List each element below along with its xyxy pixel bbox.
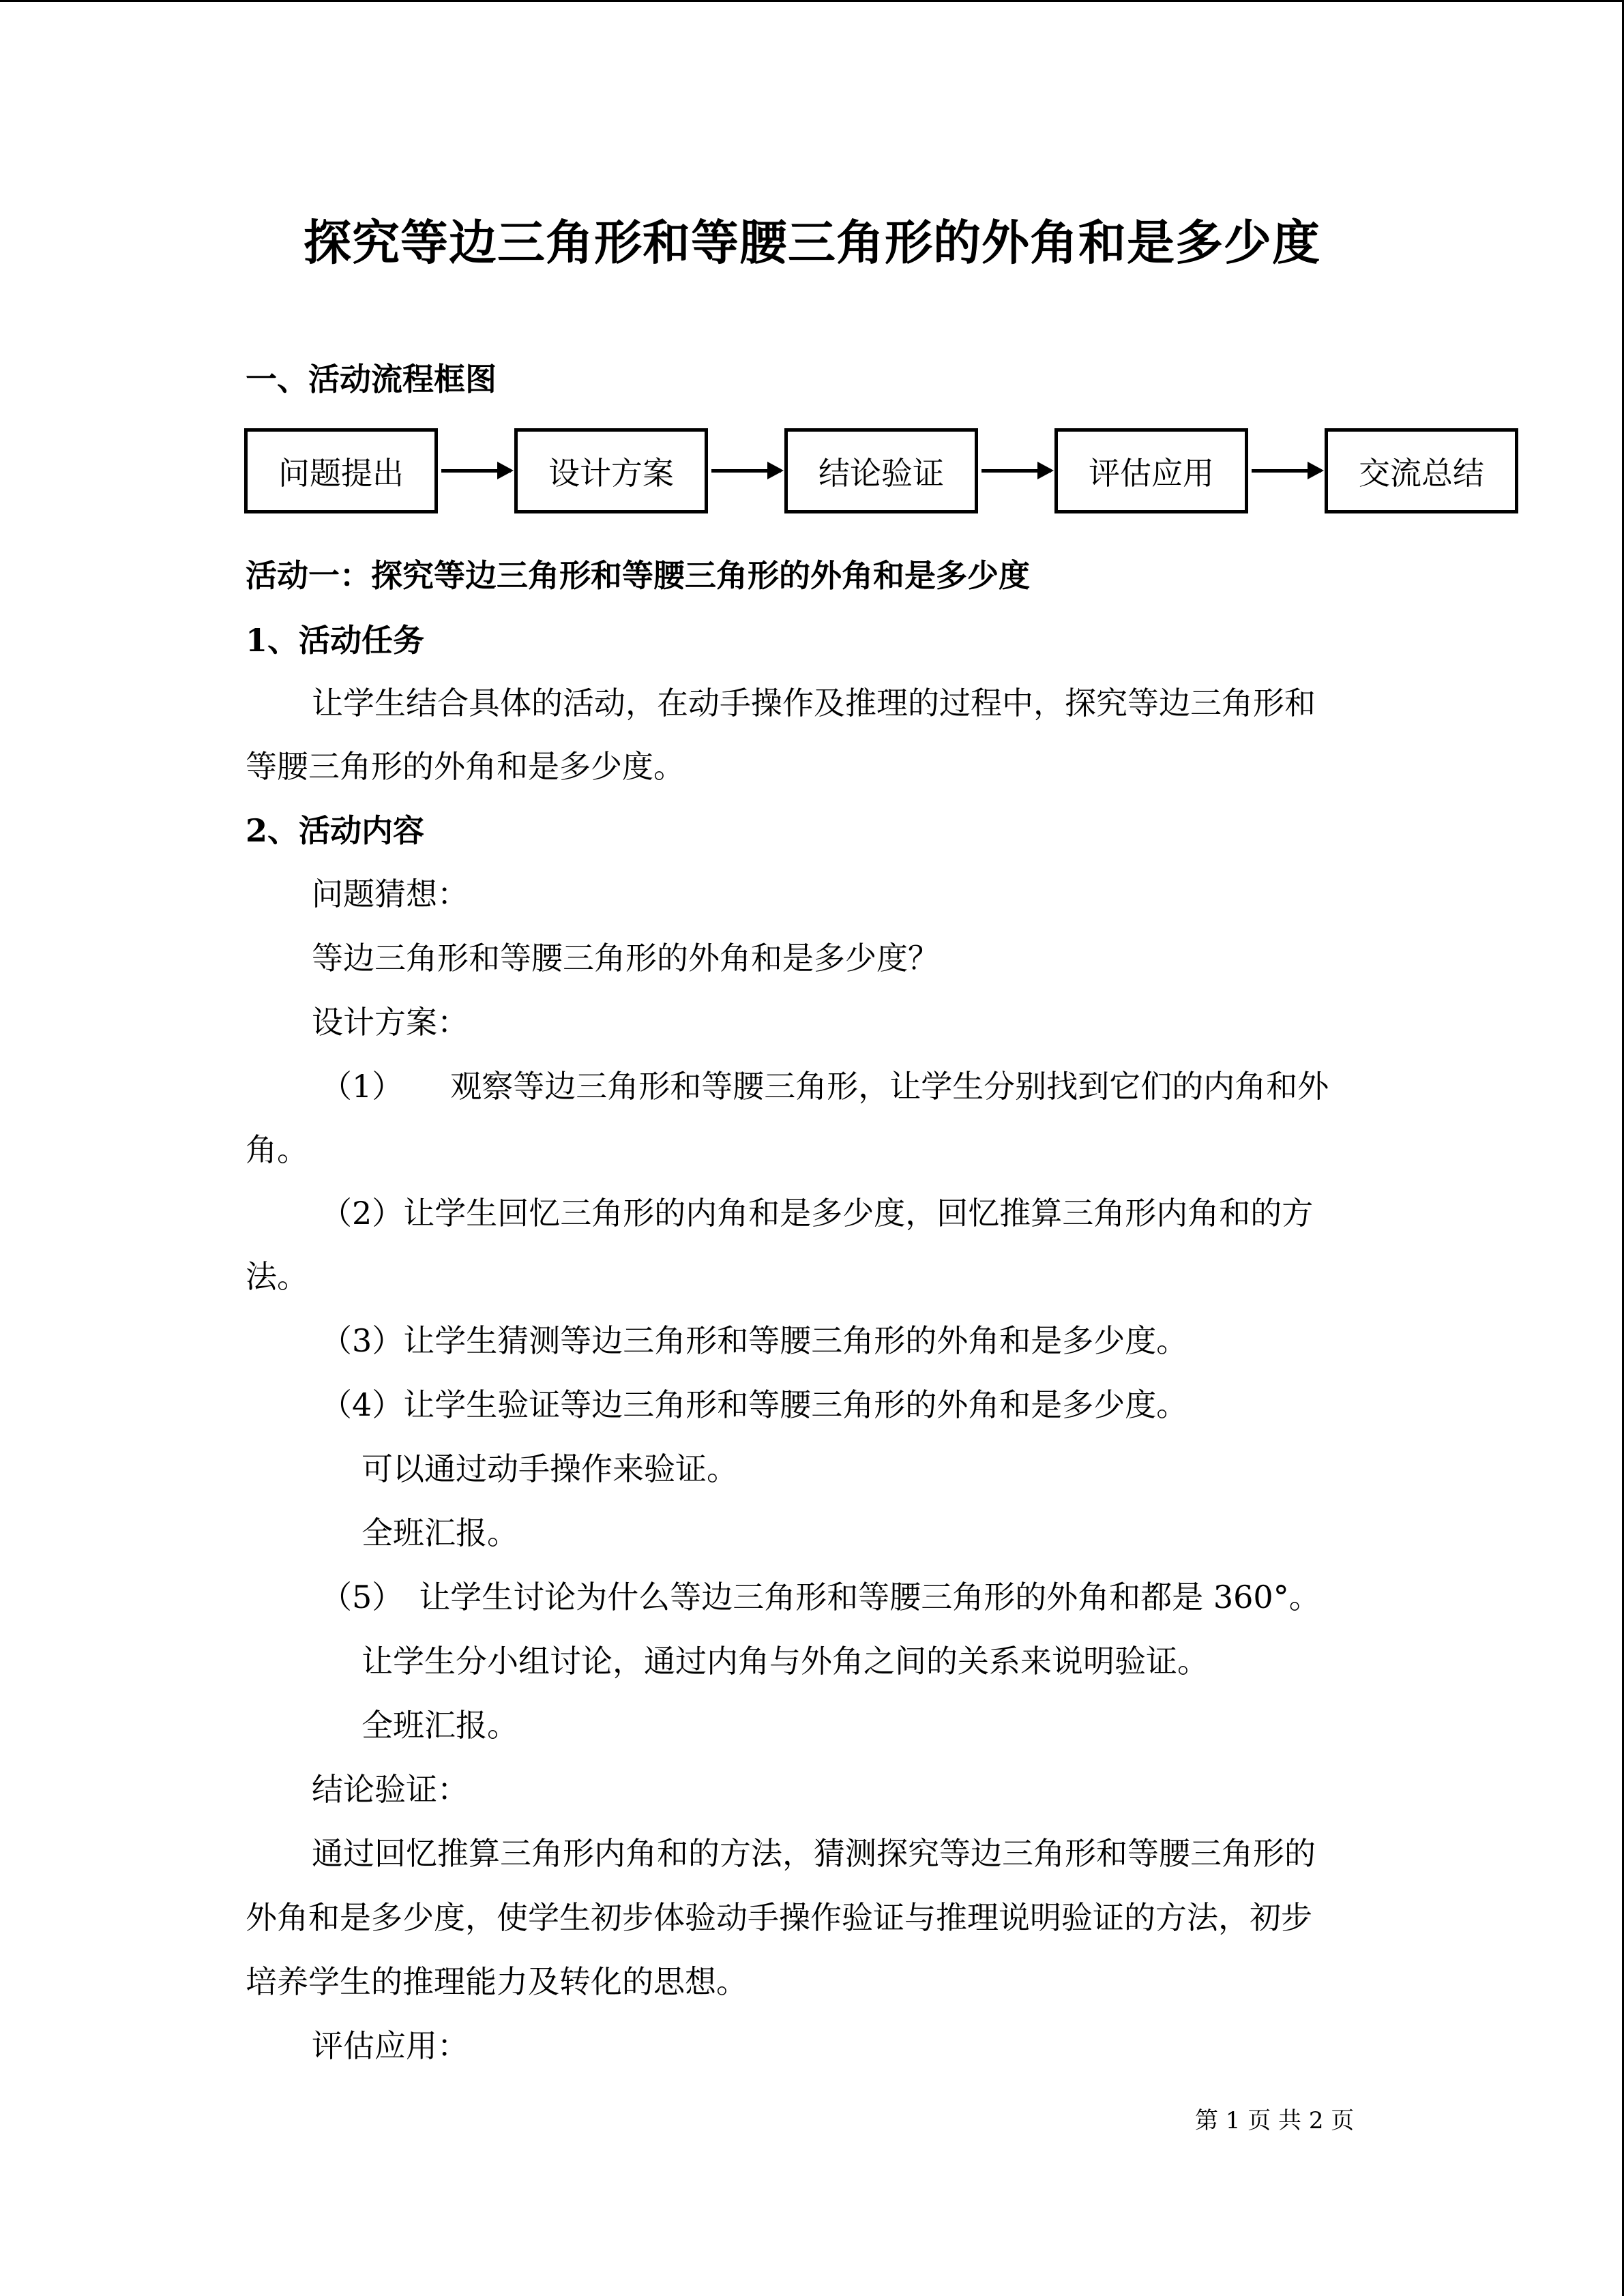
task-text-line: 让学生结合具体的活动，在动手操作及推理的过程中，探究等边三角形和: [312, 685, 1316, 721]
guess-text: 等边三角形和等腰三角形的外角和是多少度？: [312, 940, 939, 976]
step-5: （5） 让学生讨论为什么等边三角形和等腰三角形的外角和都是 360°。: [321, 1579, 1320, 1615]
conclusion-text-line: 通过回忆推算三角形内角和的方法，猜测探究等边三角形和等腰三角形的: [312, 1835, 1316, 1872]
step-5-sub-2: 全班汇报。: [361, 1707, 518, 1744]
page-footer: 第 1 页 共 2 页: [1195, 2107, 1355, 2134]
section-heading-flowchart: 一、活动流程框图: [246, 361, 497, 398]
guess-label: 问题猜想：: [312, 876, 469, 912]
conclusion-label: 结论验证：: [312, 1771, 469, 1808]
flow-box-1: 问题提出: [244, 428, 438, 513]
task-heading: 1、活动任务: [246, 622, 425, 659]
step-4-sub-1: 可以通过动手操作来验证。: [361, 1450, 738, 1487]
conclusion-text-line: 培养学生的推理能力及转化的思想。: [246, 1963, 748, 2000]
page-title: 探究等边三角形和等腰三角形的外角和是多少度: [304, 214, 1320, 271]
flow-box-5: 交流总结: [1325, 428, 1518, 513]
step-1-line-2: 角。: [246, 1131, 308, 1168]
conclusion-text-line: 外角和是多少度，使学生初步体验动手操作验证与推理说明验证的方法，初步: [246, 1899, 1312, 1936]
evaluate-label: 评估应用：: [312, 2027, 469, 2064]
step-3: （3）让学生猜测等边三角形和等腰三角形的外角和是多少度。: [321, 1322, 1188, 1359]
step-4: （4）让学生验证等边三角形和等腰三角形的外角和是多少度。: [321, 1386, 1188, 1423]
activity-title: 活动一：探究等边三角形和等腰三角形的外角和是多少度: [246, 557, 1030, 594]
step-1-line-1: （1） 观察等边三角形和等腰三角形，让学生分别找到它们的内角和外: [321, 1068, 1329, 1105]
step-5-sub-1: 让学生分小组讨论，通过内角与外角之间的关系来说明验证。: [361, 1643, 1209, 1680]
flow-arrow-3: [981, 469, 1051, 473]
flow-arrow-2: [711, 469, 781, 473]
flow-box-2: 设计方案: [514, 428, 708, 513]
flow-box-3: 结论验证: [784, 428, 978, 513]
step-4-sub-2: 全班汇报。: [361, 1515, 518, 1551]
flow-box-4: 评估应用: [1054, 428, 1248, 513]
top-border-line: [0, 0, 1624, 2]
step-2-line-1: （2）让学生回忆三角形的内角和是多少度，回忆推算三角形内角和的方: [321, 1195, 1314, 1232]
design-label: 设计方案：: [312, 1004, 469, 1041]
flow-arrow-1: [441, 469, 511, 473]
step-2-line-2: 法。: [246, 1258, 308, 1295]
flow-arrow-4: [1252, 469, 1321, 473]
content-heading: 2、活动内容: [246, 812, 425, 849]
task-text-line: 等腰三角形的外角和是多少度。: [246, 748, 685, 785]
